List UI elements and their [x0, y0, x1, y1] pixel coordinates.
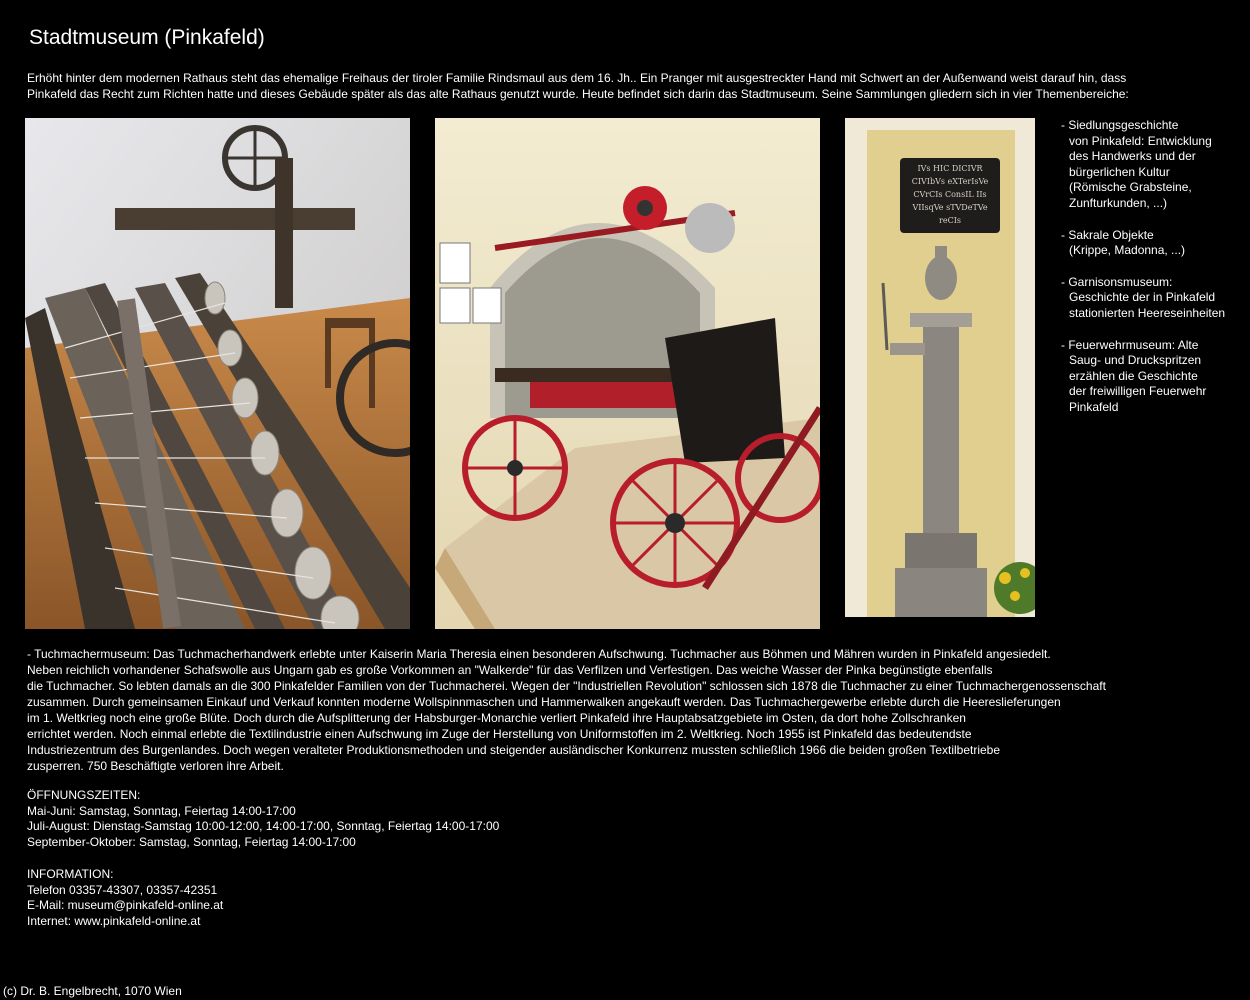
- plaque-line: CIVIbVs eXTerIsVe: [911, 177, 989, 186]
- intro-line: Erhöht hinter dem modernen Rathaus steht das ehemalige Freihaus der tiroler Familie Rindsmaul aus dem 16. Jh.. Ein Pranger mit ausgestreckter Hand mit Schwert an der Außenwand weist darauf hin, dass: [27, 71, 1127, 85]
- topic-fire-brigade-museum: [1061, 338, 1247, 416]
- body-line: zusperren. 750 Beschäftigte verloren ihre Arbeit.: [27, 759, 284, 773]
- topic-heading: - Garnisonsmuseum:: [1061, 274, 1173, 289]
- body-line: die Tuchmacher. So lebten damals an die 300 Pinkafelder Familien von der Tuchmacherei. Wegen der "Industriellen Revolution" schlossen sich 1878 die Tuchmacher zu einer Tuchmachergenossenschaft: [27, 679, 1106, 693]
- info-heading: INFORMATION:: [27, 867, 114, 881]
- loom-illustration: [25, 118, 410, 629]
- plaque-inscription: [900, 162, 1000, 227]
- topic-line: von Pinkafeld: Entwicklung: [1069, 133, 1212, 148]
- topic-line: Saug- und Druckspritzen: [1069, 353, 1202, 368]
- body-line: Neben reichlich vorhandener Schafswolle aus Ungarn gab es große Vorkommen an "Walkerde" für das Verfilzen und Verfestigen. Das weiche Wasser der Pinka begünstigte ebenfalls: [27, 663, 993, 677]
- topic-sacred-objects: [1061, 228, 1247, 259]
- topic-line: bürgerlichen Kultur: [1069, 164, 1170, 179]
- intro-paragraph: [27, 70, 1207, 102]
- loom-photo: [25, 118, 410, 629]
- topic-line: Geschichte der in Pinkafeld: [1069, 290, 1216, 305]
- topic-line: Zunfturkunden, ...): [1069, 195, 1168, 210]
- hours-line: Mai-Juni: Samstag, Sonntag, Feiertag 14:00-17:00: [27, 803, 296, 818]
- copyright-footer: (c) Dr. B. Engelbrecht, 1070 Wien: [3, 984, 182, 998]
- topic-garrison-museum: [1061, 275, 1247, 322]
- topic-line: stationierten Heereseinheiten: [1069, 305, 1226, 320]
- topic-list: [1061, 118, 1247, 432]
- body-line: Industriezentrum des Burgenlandes. Doch wegen veralteter Produktionsmethoden und steigender ausländischer Konkurrenz mussten schließlich 1966 die beiden großen Textilbetriebe: [27, 743, 1001, 757]
- plaque-line: reCIs: [939, 216, 961, 225]
- topic-line: (Krippe, Madonna, ...): [1069, 243, 1186, 258]
- pillory-photo: [845, 118, 1035, 617]
- body-line: - Tuchmachermuseum: Das Tuchmacherhandwerk erlebte unter Kaiserin Maria Theresia einen besonderen Aufschwung. Tuchmacher aus Böhmen und Mähren wurden in Pinkafeld angesiedelt.: [27, 647, 1051, 661]
- email-line: E-Mail: museum@pinkafeld-online.at: [27, 898, 224, 913]
- topic-heading: - Feuerwehrmuseum: Alte: [1061, 337, 1199, 352]
- fire-engine-illustration: [435, 118, 820, 629]
- body-line: errichtet werden. Noch einmal erlebte die Textilindustrie einen Aufschwung im Zuge der Herstellung von Uniformstoffen im 2. Weltkrieg. Noch 1955 ist Pinkafeld das bedeutendste: [27, 727, 972, 741]
- contact-information: [27, 867, 223, 929]
- plaque-line: IVs HIC DICIVR: [917, 164, 983, 173]
- body-line: zusammen. Durch gemeinsamen Einkauf und Verkauf konnten moderne Wollspinnmaschen und Hammerwalken angekauft werden. Das Tuchmachergewerbe erlebte durch die Heereslieferungen: [27, 695, 1061, 709]
- plaque-line: CVrCIs ConsIL IIs: [913, 190, 987, 199]
- topic-heading: - Siedlungsgeschichte: [1061, 118, 1179, 132]
- textile-museum-paragraph: [27, 646, 1227, 774]
- website-line: Internet: www.pinkafeld-online.at: [27, 913, 201, 928]
- topic-line: (Römische Grabsteine,: [1069, 180, 1192, 195]
- phone-line: Telefon 03357-43307, 03357-42351: [27, 882, 218, 897]
- opening-hours: [27, 788, 499, 850]
- topic-heading: - Sakrale Objekte: [1061, 227, 1154, 242]
- topic-line: des Handwerks und der: [1069, 149, 1196, 164]
- intro-line: Pinkafeld das Recht zum Richten hatte und dieses Gebäude später als das alte Rathaus genutzt wurde. Heute befindet sich darin das Stadtmuseum. Seine Sammlungen gliedern sich in vier Themenbereiche:: [27, 87, 1129, 101]
- hours-line: Juli-August: Dienstag-Samstag 10:00-12:00, 14:00-17:00, Sonntag, Feiertag 14:00-17:00: [27, 819, 500, 834]
- topic-line: Pinkafeld: [1069, 399, 1119, 414]
- body-line: im 1. Weltkrieg noch eine große Blüte. Doch durch die Aufsplitterung der Habsburger-Monarchie verliert Pinkafeld ihre Hauptabsatzgebiete im Osten, da dort hohe Zollschranken: [27, 711, 966, 725]
- hours-line: September-Oktober: Samstag, Sonntag, Feiertag 14:00-17:00: [27, 834, 356, 849]
- topic-line: der freiwilligen Feuerwehr: [1069, 384, 1207, 399]
- fire-engine-photo: [435, 118, 820, 629]
- topic-line: erzählen die Geschichte: [1069, 368, 1198, 383]
- topic-settlement-history: [1061, 118, 1247, 212]
- page-title: Stadtmuseum (Pinkafeld): [29, 26, 265, 49]
- plaque-line: VIIsqVe sTVDeTVe: [912, 203, 988, 212]
- hours-heading: ÖFFNUNGSZEITEN:: [27, 788, 141, 802]
